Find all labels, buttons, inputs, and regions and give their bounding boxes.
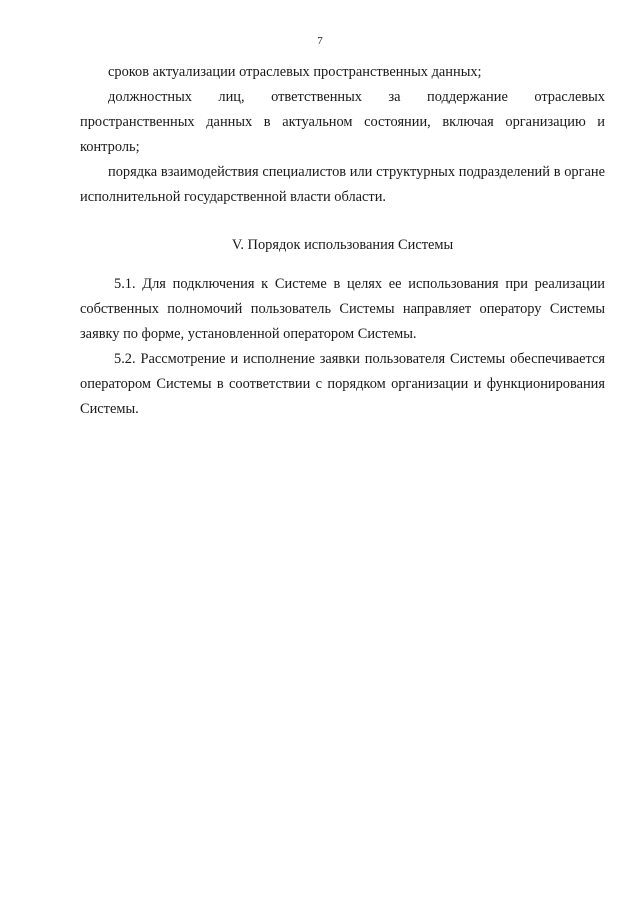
paragraph: 5.1. Для подключения к Системе в целях ее использования при реализации собственных полномочий пользователь Системы направляет оператору Системы заявку по форме, установленной оператором Системы. — [80, 276, 605, 342]
page-number: 7 — [317, 35, 323, 47]
section-body — [80, 272, 605, 422]
paragraph: должностных лиц, ответственных за поддержание отраслевых пространственных данных в актуальном состоянии, включая организацию и контроль; — [80, 89, 605, 155]
paragraph: сроков актуализации отраслевых пространственных данных; — [108, 64, 482, 80]
section-heading: V. Порядок использования Системы — [231, 237, 454, 253]
paragraph: порядка взаимодействия специалистов или структурных подразделений в органе исполнительной государственной власти области. — [80, 164, 605, 205]
paragraph: 5.2. Рассмотрение и исполнение заявки пользователя Системы обеспечивается оператором Системы в соответствии с порядком организации и функционирования Системы. — [80, 351, 605, 417]
list-continuation — [80, 60, 605, 210]
